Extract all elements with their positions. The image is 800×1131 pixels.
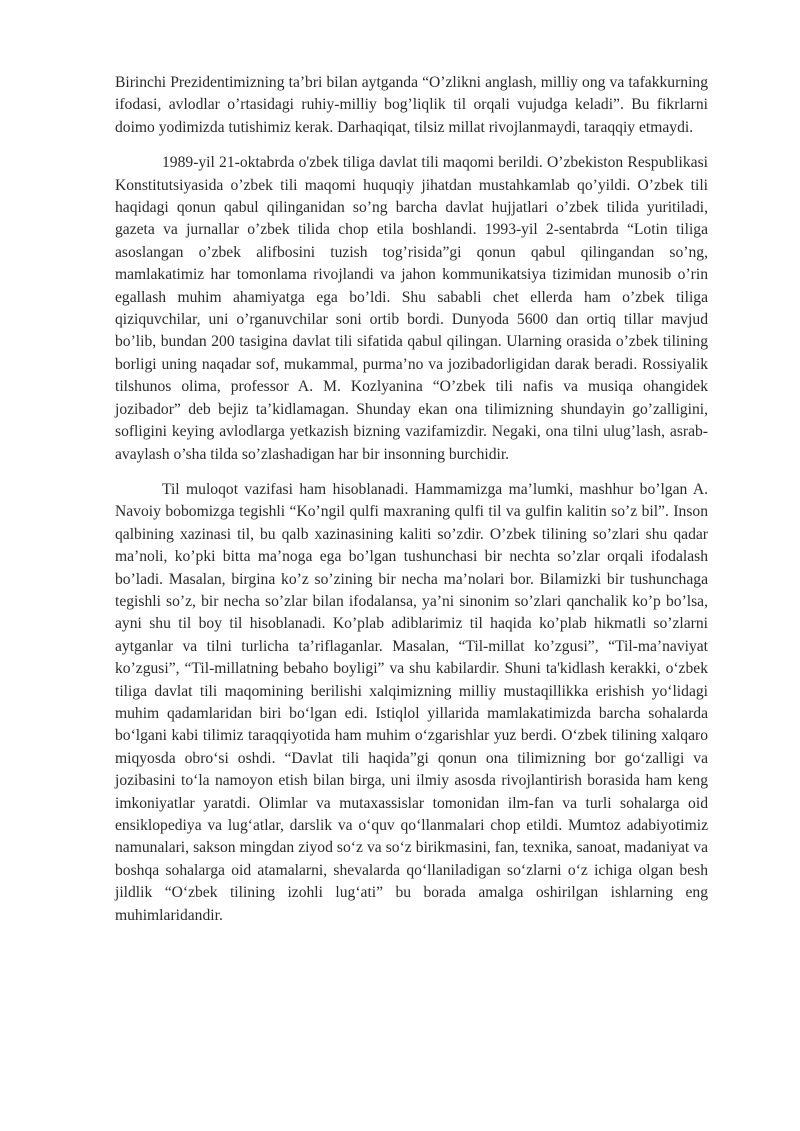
paragraph-intro: Birinchi Prezidentimizning ta’bri bilan aytganda “O’zlikni anglash, milliy ong va tafakkurning ifodasi, avlodlar o’rtasidagi ruhiy-milliy bog’liqlik til orqali vujudga keladi”. Bu fikrlarni doimo yodimizda tutishimiz kerak. Darhaqiqat, tilsiz millat rivojlanmaydi, taraqqiy etmaydi.	[115, 74, 708, 136]
paragraph-state-language: 1989-yil 21-oktabrda o'zbek tiliga davlat tili maqomi berildi. O’zbekiston Respublikasi Konstitutsiyasida o’zbek tili maqomi huquqiy jihatdan mustahkamlab qo’yildi. O’zbek tili haqidagi qonun qabul qilinganidan so’ng barcha davlat hujjatlari o’zbek tilida yuritiladi, gazeta va jurnallar o’zbek tilida chop etila boshlandi. 1993-yil 2-sentabrda “Lotin tiliga asoslangan o’zbek alifbosini tuzish tog’risida”gi qonun qabul qilingandan so’ng, mamlakatimiz har tomonlama rivojlandi va jahon kommunikatsiya tizimidan munosib o’rin egallash muhim ahamiyatga ega bo’ldi. Shu sababli chet ellerda ham o’zbek tiliga qiziquvchilar, uni o’rganuvchilar soni ortib bordi. Dunyoda 5600 dan ortiq tillar mavjud bo’lib, bundan 200 tasigina davlat tili sifatida qabul qilingan. Ularning orasida o’zbek tilining borligi uning naqadar sof, mukammal, purma’no va jozibadorligidan darak beradi. Rossiyalik tilshunos olima, professor A. M. Kozlyanina “O’zbek tili nafis va musiqa ohangidek jozibador” deb bejiz ta’kidlamagan. Shunday ekan ona tilimizning shundayin go’zalligini, sofligini keying avlodlarga yetkazish bizning vazifamizdir. Negaki, ona tilni ulug’lash, asrab-avaylash o’sha tilda so’zlashadigan har bir insonning burchidir.	[115, 154, 708, 463]
paragraph-communication: Til muloqot vazifasi ham hisoblanadi. Hammamizga ma’lumki, mashhur bo’lgan A. Navoiy bobomizga tegishli “Ko’ngil qulfi maxraning qulfi til va gulfin kalitin so’z bil”. Inson qalbining xazinasi til, bu qalb xazinasining kaliti so’zdir. O’zbek tilining so’zlari shu qadar ma’noli, ko’pki bitta ma’noga ega bo’lgan tushunchasi bir nechta so’zlar orqali ifodalash bo’ladi. Masalan, birgina ko’z so’zining bir necha ma’nolari bor. Bilamizki bir tushunchaga tegishli so’z, bir necha so’zlar bilan ifodalansa, ya’ni sinonim so’zlari qanchalik ko’p bo’lsa, ayni shu til boy til hisoblanadi. Ko’plab adiblarimiz til haqida ko’plab hikmatli so’zlarni aytganlar va tilni turlicha ta’riflaganlar. Masalan, “Til-millat ko’zgusi”, “Til-ma’naviyat ko’zgusi”, “Til-millatning bebaho boyligi” va shu kabilardir. Shuni ta'kidlash kerakki, o‘zbek tiliga davlat tili maqomining berilishi xalqimizning milliy mustaqillikka erishish yo‘lidagi muhim qadamlaridan biri bo‘lgan edi. Istiqlol yillarida mamlakatimizda barcha sohalarda bo‘lgani kabi tilimiz taraqqiyotida ham muhim o‘zgarishlar yuz berdi. O‘zbek tilining xalqaro miqyosda obro‘si oshdi. “Davlat tili haqida”gi qonun ona tilimizning bor go‘zalligi va jozibasini to‘la namoyon etish bilan birga, uni ilmiy asosda rivojlantirish borasida ham keng imkoniyatlar yaratdi. Olimlar va mutaxassislar tomonidan ilm-fan va turli sohalarga oid ensiklopediya va lug‘atlar, darslik va o‘quv qo‘llanmalari chop etildi. Mumtoz adabiyotimiz namunalari, sakson mingdan ziyod so‘z va so‘z birikmasini, fan, texnika, sanoat, madaniyat va boshqa sohalarga oid atamalarni, shevalarda qo‘llaniladigan so‘zlarni o‘z ichiga olgan besh jildlik “O‘zbek tilining izohli lug‘ati” bu borada amalga oshirilgan ishlarning eng muhimlaridandir.	[115, 480, 708, 924]
document-page	[115, 72, 708, 927]
